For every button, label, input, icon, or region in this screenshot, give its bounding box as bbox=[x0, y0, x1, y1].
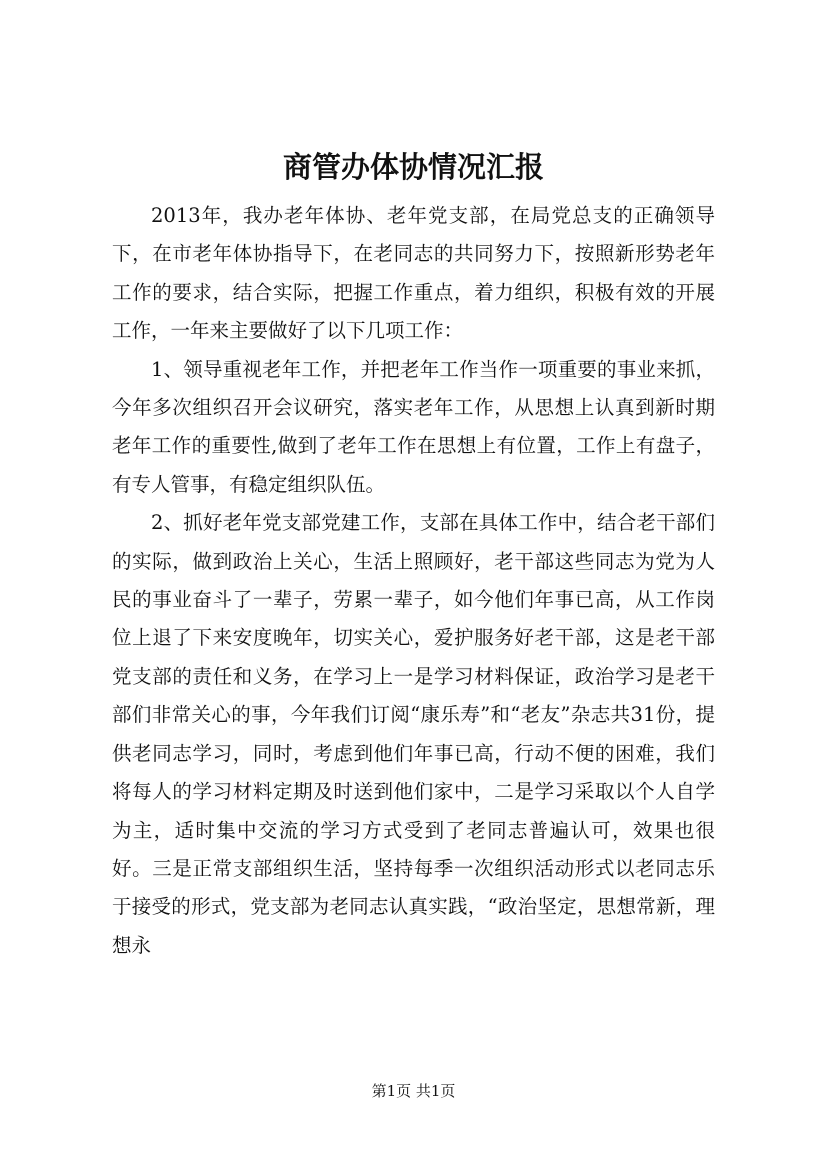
paragraph-item-2: 2、抓好老年党支部党建工作，支部在具体工作中，结合老干部们的实际，做到政治上关心，生活上照顾好，老干部这些同志为党为人民的事业奋斗了一辈子，劳累一辈子，如今他们年事已高，从工作岗位上退了下来安度晚年，切实关心，爱护服务好老干部，这是老干部党支部的责任和义务，在学习上一是学习材料保证，政治学习是老干部们非常关心的事，今年我们订阅“康乐寿”和“老友”杂志共31份，提供老同志学习，同时，考虑到他们年事已高，行动不便的困难，我们将每人的学习材料定期及时送到他们家中，二是学习采取以个人自学为主，适时集中交流的学习方式受到了老同志普遍认可，效果也很好。三是正常支部组织生活，坚持每季一次组织活动形式以老同志乐于接受的形式，党支部为老同志认真实践，“政治坚定，思想常新，理想永 bbox=[112, 511, 715, 957]
paragraph-item-1: 1、领导重视老年工作，并把老年工作当作一项重要的事业来抓，今年多次组织召开会议研究，落实老年工作，从思想上认真到新时期老年工作的重要性,做到了老年工作在思想上有位置，工作上有盘子，有专人管事，有稳定组织队伍。 bbox=[112, 357, 715, 496]
paragraph-intro: 2013年，我办老年体协、老年党支部，在局党总支的正确领导下，在市老年体协指导下，在老同志的共同努力下，按照新形势老年工作的要求，结合实际，把握工作重点，着力组织，积极有效的开展工作，一年来主要做好了以下几项工作： bbox=[112, 204, 715, 343]
document-body bbox=[112, 197, 715, 965]
document-title: 商管办体协情况汇报 bbox=[282, 150, 544, 184]
page-footer: 第1页 共1页 bbox=[371, 1082, 456, 1100]
